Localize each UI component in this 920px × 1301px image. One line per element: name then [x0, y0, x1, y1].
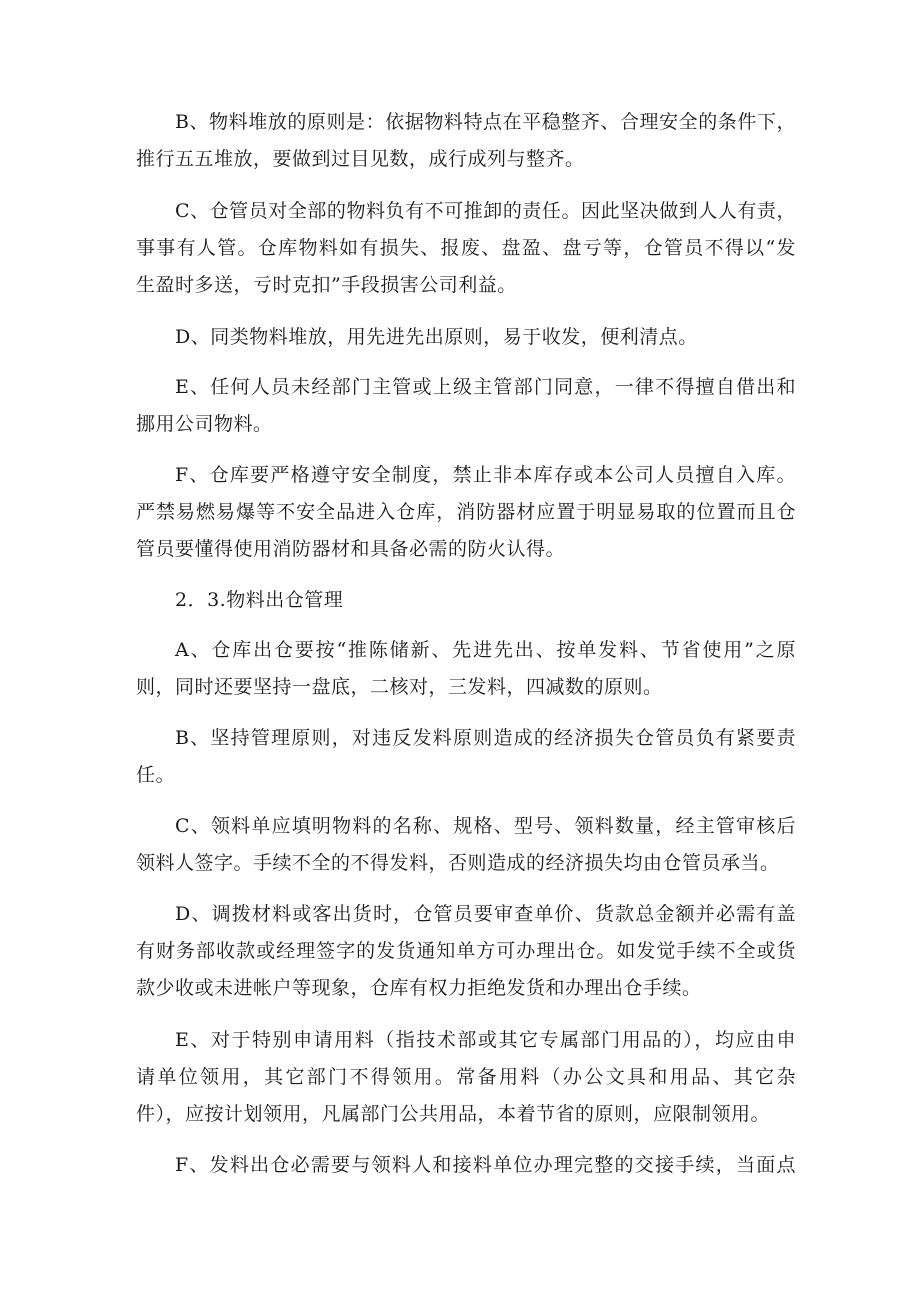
text-line: 件），应按计划领用，凡属部门公共用品，本着节省的原则，应限制领用。 [136, 1103, 771, 1125]
text-line: 请单位领用，其它部门不得领用。常备用料（办公文具和用品、其它杂 [136, 1066, 796, 1088]
text-line: 款少收或未进帐户等现象，仓库有权力拒绝发货和办理出仓手续。 [136, 977, 702, 999]
text-line: D、调拨材料或客出货时，仓管员要审查单价、货款总金额并必需有盖 [175, 903, 796, 925]
text-line: 领料人签字。手续不全的不得发料，否则造成的经济损失均由仓管员承当。 [136, 852, 780, 874]
text-line: 有财务部收款或经理签字的发货通知单方可办理出仓。如发觉手续不全或货 [136, 940, 796, 962]
text-line: 严禁易燃易爆等不安全品进入仓库，消防器材应置于明显易取的位置而且仓 [136, 501, 796, 523]
text-line: B、坚持管理原则，对违反发料原则造成的经济损失仓管员负有紧要责 [175, 727, 796, 749]
text-line: F、发料出仓必需要与领料人和接料单位办理完整的交接手续，当面点 [175, 1154, 796, 1176]
section-heading: 2．3.物料出仓管理 [175, 589, 344, 611]
text-line: 则，同时还要坚持一盘底，二核对，三发料，四减数的原则。 [136, 676, 663, 698]
text-line: B、物料堆放的原则是：依据物料特点在平稳整齐、合理安全的条件下， [175, 111, 796, 133]
text-line: E、任何人员未经部门主管或上级主管部门同意，一律不得擅自借出和 [175, 376, 796, 398]
text-line: 挪用公司物料。 [136, 413, 273, 435]
text-line: D、同类物料堆放，用先进先出原则，易于收发，便利清点。 [175, 326, 698, 348]
text-line: A、仓库出仓要按“推陈储新、先进先出、按单发料、节省使用”之原 [175, 639, 796, 661]
text-line: C、领料单应填明物料的名称、规格、型号、领料数量，经主管审核后 [175, 815, 796, 837]
text-line: C、仓管员对全部的物料负有不可推卸的责任。因此坚决做到人人有责， [175, 200, 796, 222]
text-line: F、仓库要严格遵守安全制度，禁止非本库存或本公司人员擅自入库。 [175, 464, 796, 486]
text-line: 事事有人管。仓库物料如有损失、报废、盘盈、盘亏等，仓管员不得以“发 [136, 237, 796, 259]
text-line: 推行五五堆放，要做到过目见数，成行成列与整齐。 [136, 148, 585, 170]
text-line: 生盈时多送，亏时克扣”手段损害公司利益。 [136, 274, 517, 296]
text-line: 任。 [136, 764, 176, 786]
text-line: E、对于特别申请用料（指技术部或其它专属部门用品的），均应由申 [175, 1029, 796, 1051]
text-line: 管员要懂得使用消防器材和具备必需的防火认得。 [136, 538, 566, 560]
